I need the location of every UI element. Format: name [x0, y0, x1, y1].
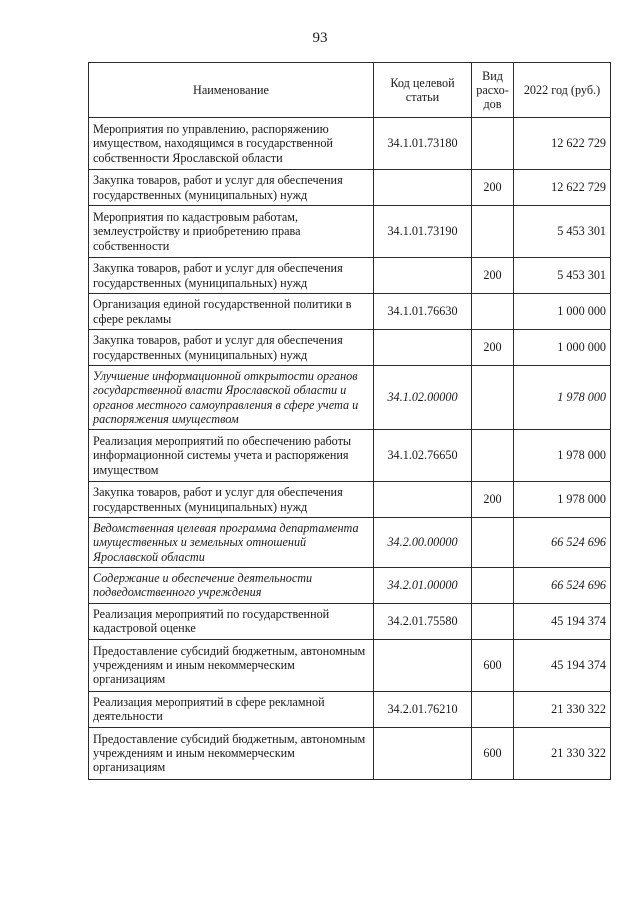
cell-name: Реализация мероприятий по государственной кадастровой оценке — [89, 603, 374, 639]
cell-name: Реализация мероприятий в сфере рекламной деятельности — [89, 691, 374, 727]
table-row — [89, 727, 611, 779]
cell-amount: 1 978 000 — [514, 366, 611, 430]
cell-kind — [472, 206, 514, 258]
cell-code: 34.2.01.76210 — [374, 691, 472, 727]
table-row — [89, 170, 611, 206]
cell-code: 34.2.01.00000 — [374, 567, 472, 603]
cell-amount: 12 622 729 — [514, 170, 611, 206]
cell-kind: 200 — [472, 330, 514, 366]
cell-amount: 21 330 322 — [514, 727, 611, 779]
cell-kind: 200 — [472, 482, 514, 518]
cell-kind: 600 — [472, 727, 514, 779]
cell-code: 34.1.01.73180 — [374, 118, 472, 170]
cell-code: 34.1.02.00000 — [374, 366, 472, 430]
cell-amount: 66 524 696 — [514, 567, 611, 603]
cell-kind — [472, 294, 514, 330]
table-row — [89, 691, 611, 727]
cell-code — [374, 482, 472, 518]
cell-amount: 5 453 301 — [514, 258, 611, 294]
cell-kind: 200 — [472, 258, 514, 294]
table-row — [89, 430, 611, 482]
cell-code: 34.2.00.00000 — [374, 518, 472, 568]
cell-name: Улучшение информационной открытости органов государственной власти Ярославской области и органов местного самоуправления в сфере учета и распоряжения имуществом — [89, 366, 374, 430]
cell-kind — [472, 430, 514, 482]
cell-code: 34.1.01.76630 — [374, 294, 472, 330]
cell-amount: 12 622 729 — [514, 118, 611, 170]
table-header-row — [89, 63, 611, 118]
table-row — [89, 258, 611, 294]
cell-code — [374, 639, 472, 691]
cell-kind: 200 — [472, 170, 514, 206]
table-row — [89, 639, 611, 691]
cell-kind — [472, 518, 514, 568]
cell-amount: 45 194 374 — [514, 639, 611, 691]
cell-code: 34.2.01.75580 — [374, 603, 472, 639]
table-row — [89, 366, 611, 430]
table-row — [89, 518, 611, 568]
header-amount: 2022 год (руб.) — [514, 63, 611, 118]
header-name: Наименование — [89, 63, 374, 118]
table-row — [89, 206, 611, 258]
table-row — [89, 118, 611, 170]
cell-code: 34.1.02.76650 — [374, 430, 472, 482]
cell-amount: 66 524 696 — [514, 518, 611, 568]
table-row — [89, 294, 611, 330]
cell-amount: 1 000 000 — [514, 294, 611, 330]
cell-name: Предоставление субсидий бюджетным, автономным учреждениям и иным некоммерческим организациям — [89, 727, 374, 779]
cell-amount: 5 453 301 — [514, 206, 611, 258]
cell-amount: 21 330 322 — [514, 691, 611, 727]
cell-name: Организация единой государственной политики в сфере рекламы — [89, 294, 374, 330]
cell-name: Закупка товаров, работ и услуг для обеспечения государственных (муниципальных) нужд — [89, 330, 374, 366]
cell-name: Предоставление субсидий бюджетным, автономным учреждениям и иным некоммерческим организациям — [89, 639, 374, 691]
cell-name: Реализация мероприятий по обеспечению работы информационной системы учета и распоряжения имуществом — [89, 430, 374, 482]
table-row — [89, 482, 611, 518]
cell-code — [374, 727, 472, 779]
cell-kind — [472, 691, 514, 727]
cell-name: Закупка товаров, работ и услуг для обеспечения государственных (муниципальных) нужд — [89, 170, 374, 206]
cell-name: Содержание и обеспечение деятельности подведомственного учреждения — [89, 567, 374, 603]
page-number: 93 — [312, 30, 328, 46]
table-row — [89, 330, 611, 366]
cell-name: Мероприятия по кадастровым работам, землеустройству и приобретению права собственности — [89, 206, 374, 258]
cell-amount: 1 000 000 — [514, 330, 611, 366]
cell-name: Закупка товаров, работ и услуг для обеспечения государственных (муниципальных) нужд — [89, 258, 374, 294]
cell-amount: 45 194 374 — [514, 603, 611, 639]
cell-code — [374, 170, 472, 206]
cell-kind — [472, 603, 514, 639]
cell-kind: 600 — [472, 639, 514, 691]
cell-kind — [472, 118, 514, 170]
cell-code — [374, 330, 472, 366]
table-row — [89, 603, 611, 639]
table-row — [89, 567, 611, 603]
budget-table — [88, 62, 611, 780]
cell-amount: 1 978 000 — [514, 430, 611, 482]
cell-amount: 1 978 000 — [514, 482, 611, 518]
cell-code — [374, 258, 472, 294]
cell-kind — [472, 366, 514, 430]
cell-name: Мероприятия по управлению, распоряжению имуществом, находящимся в государственной собственности Ярославской области — [89, 118, 374, 170]
cell-kind — [472, 567, 514, 603]
cell-name: Закупка товаров, работ и услуг для обеспечения государственных (муниципальных) нужд — [89, 482, 374, 518]
header-kind: Вид расхо-дов — [472, 63, 514, 118]
cell-name: Ведомственная целевая программа департамента имущественных и земельных отношений Ярославской области — [89, 518, 374, 568]
cell-code: 34.1.01.73190 — [374, 206, 472, 258]
header-code: Код целевой статьи — [374, 63, 472, 118]
